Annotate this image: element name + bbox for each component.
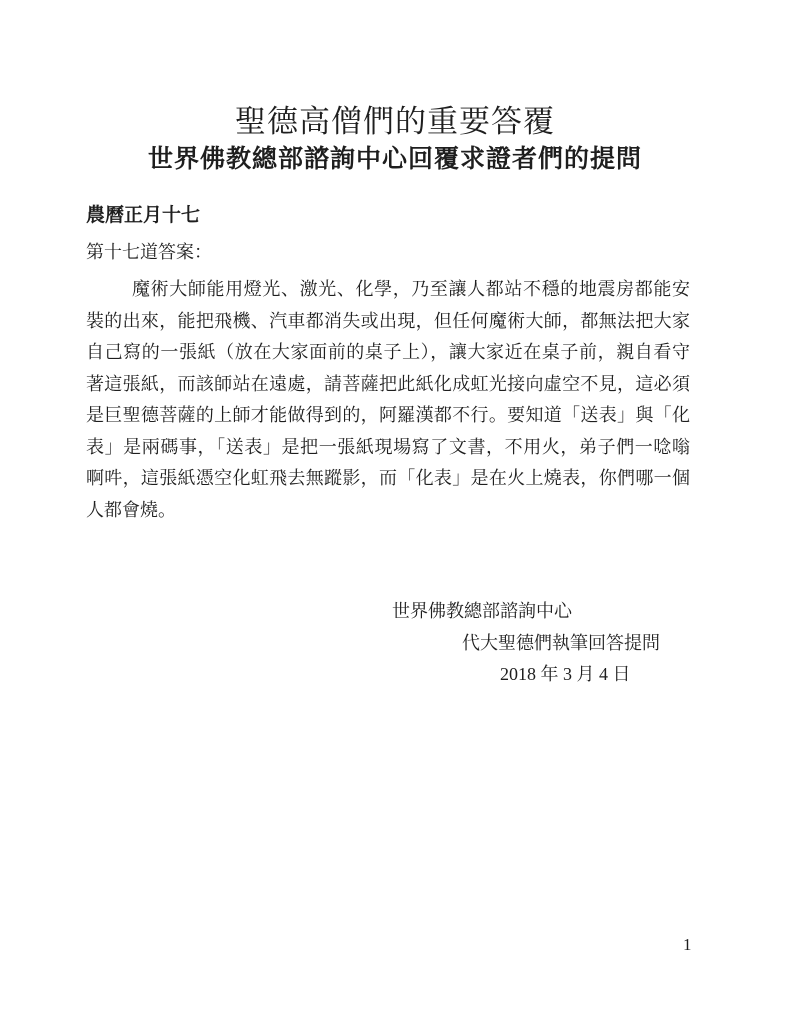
body-line: 表」是兩碼事，「送表」是把一張紙現場寫了文書，不用火，弟子們一唸嗡 (86, 436, 690, 457)
body-line: 人都會燒。 (86, 499, 176, 520)
section-heading-lunar-date: 農曆正月十七 (86, 205, 201, 226)
signature-date: 2018 年 3 月 4 日 (500, 664, 631, 684)
body-line: 裝的出來，能把飛機、汽車都消失或出現，但任何魔術大師，都無法把大家 (86, 310, 690, 331)
body-line: 自己寫的一張紙（放在大家面前的桌子上），讓大家近在桌子前，親自看守 (86, 342, 690, 362)
signature-organization: 世界佛教總部諮詢中心 (392, 601, 572, 621)
signature-author-line: 代大聖德們執筆回答提問 (462, 632, 660, 653)
answer-number-label: 第十七道答案： (86, 241, 212, 262)
page-title: 聖德高僧們的重要答覆 (235, 103, 555, 139)
document-body (86, 200, 690, 691)
page-number: 1 (683, 935, 692, 954)
body-line: 魔術大師能用燈光、激光、化學，乃至讓人都站不穩的地震房都能安 (132, 279, 690, 299)
body-line: 是巨聖德菩薩的上師才能做得到的，阿羅漢都不行。要知道「送表」與「化 (86, 405, 690, 425)
body-line: 啊吽，這張紙憑空化虹飛去無蹤影，而「化表」是在火上燒表，你們哪一個 (86, 468, 690, 488)
body-line: 著這張紙，而該師站在遠處，請菩薩把此紙化成虹光接向虛空不見，這必須 (86, 373, 690, 394)
page-subtitle: 世界佛教總部諮詢中心回覆求證者們的提問 (147, 145, 642, 173)
answer-paragraph (86, 274, 690, 526)
signature-block (86, 596, 690, 691)
